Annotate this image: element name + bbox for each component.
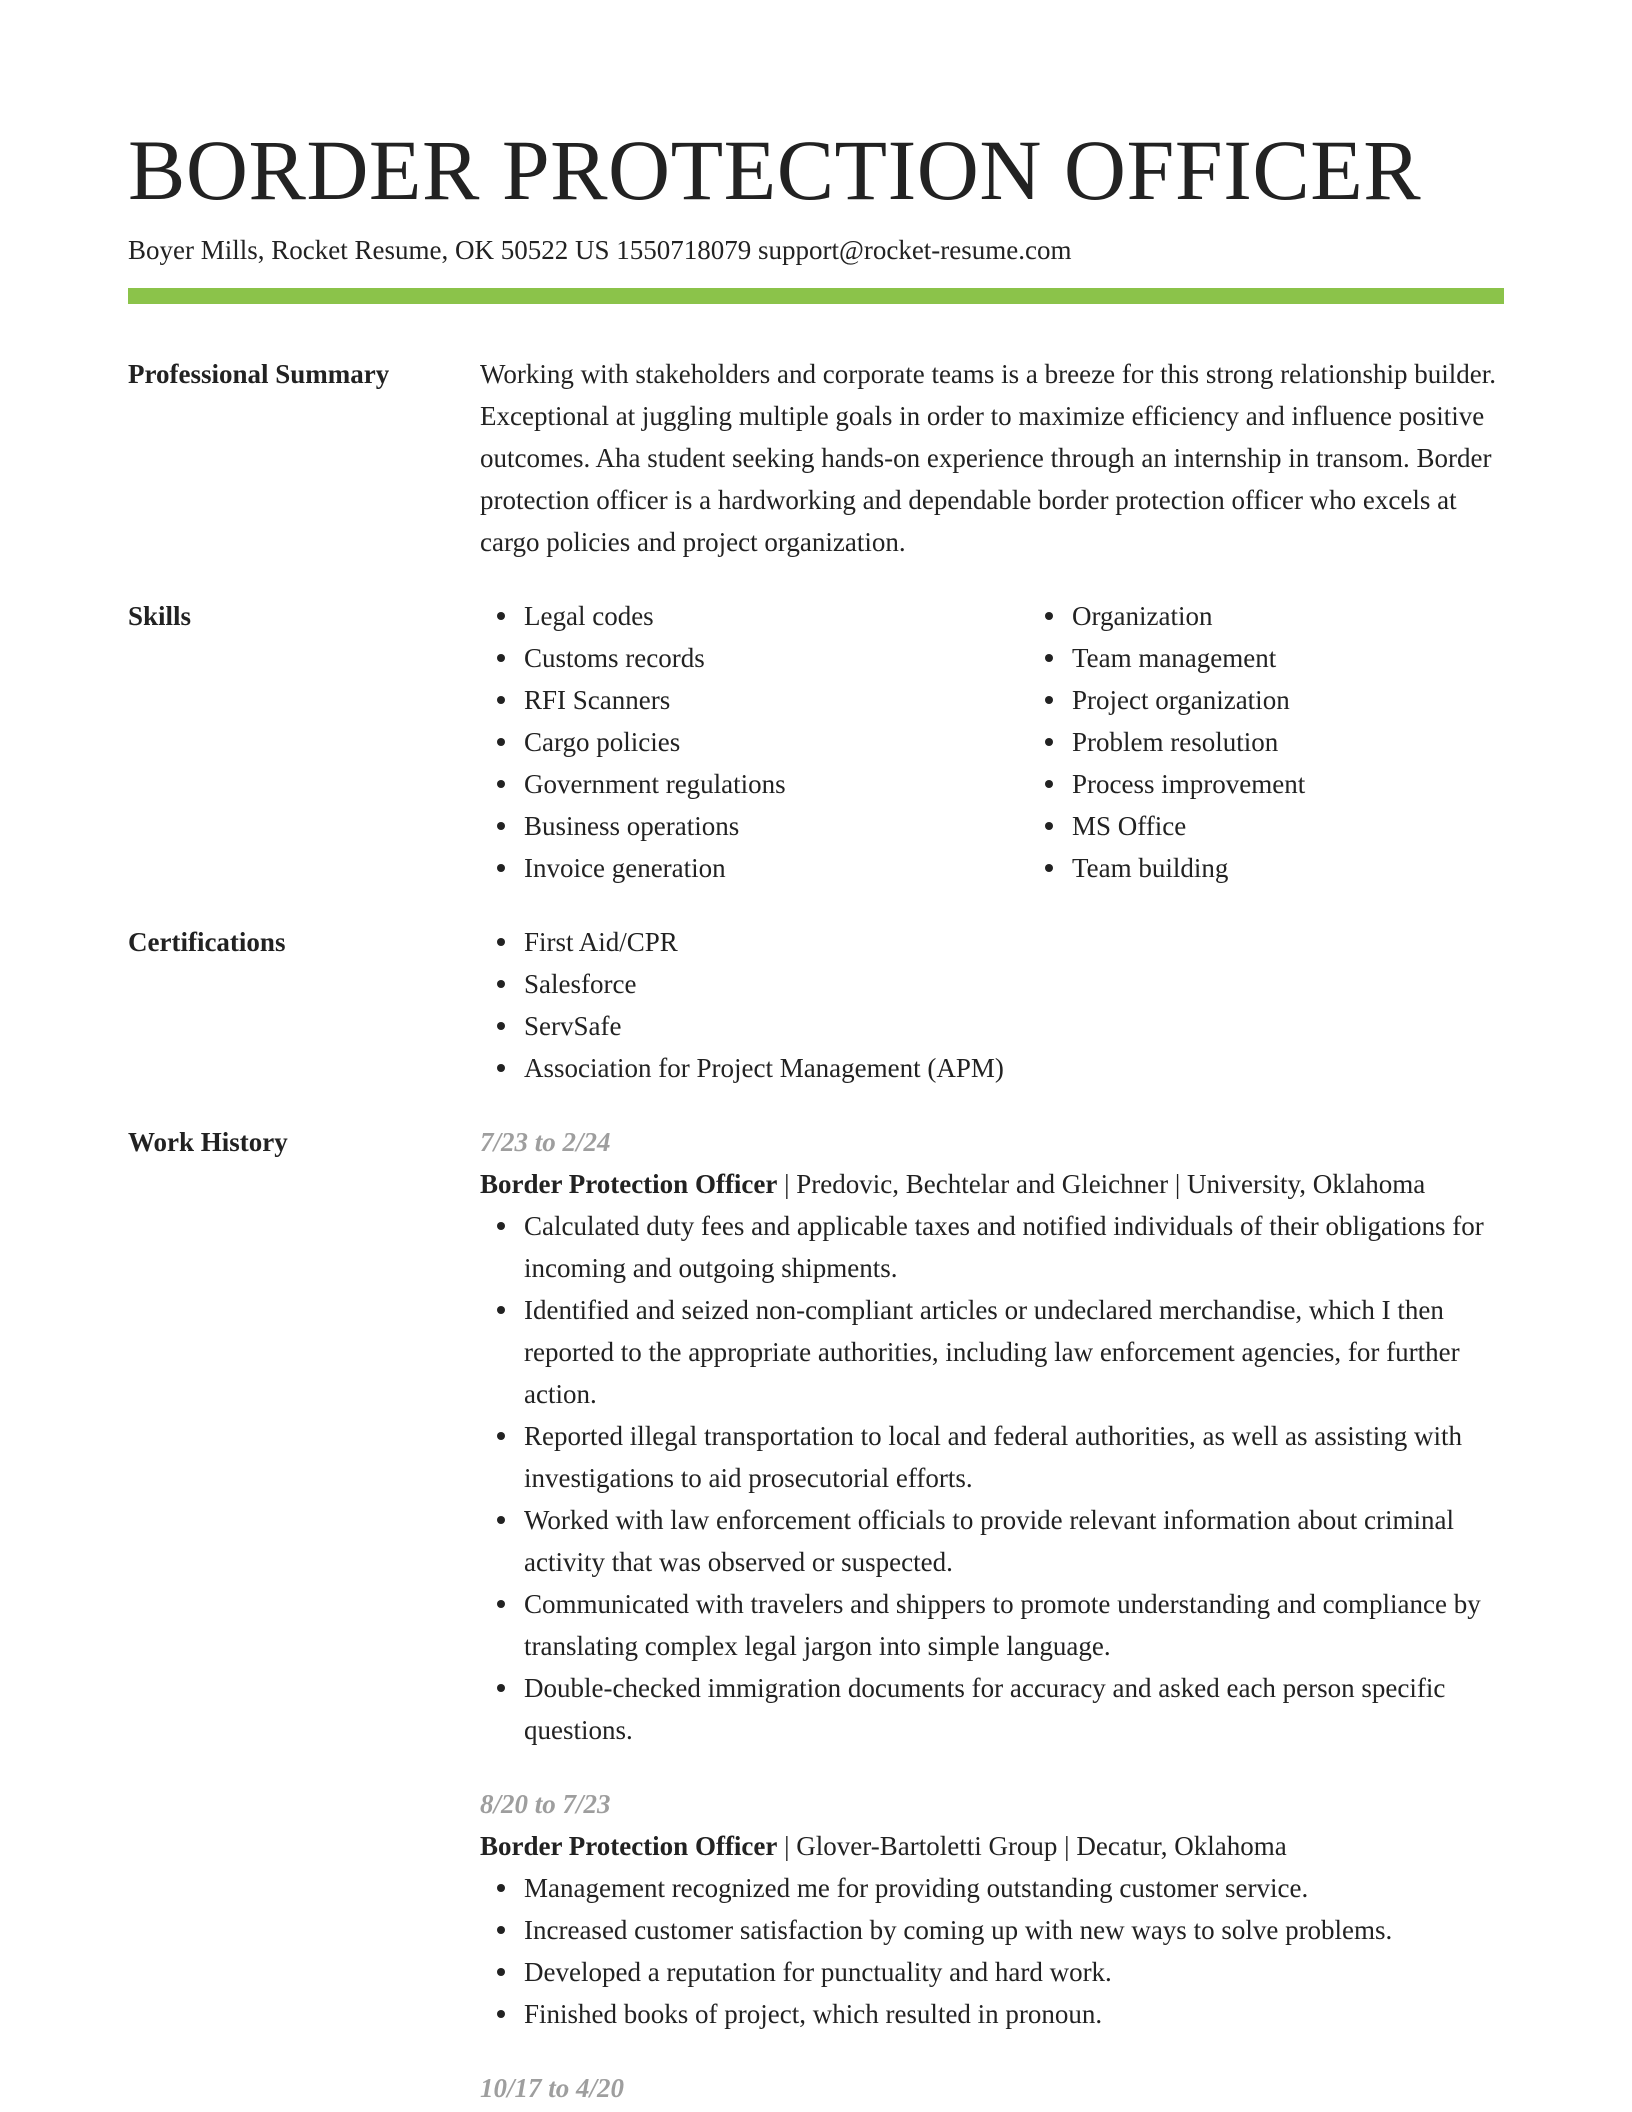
list-item bbox=[524, 1951, 1504, 1993]
bullet-icon bbox=[1045, 612, 1053, 620]
bullet-icon bbox=[497, 980, 505, 988]
list-item bbox=[1072, 805, 1532, 847]
list-item-text: Customs records bbox=[524, 643, 705, 673]
bullet-icon bbox=[497, 864, 505, 872]
list-item bbox=[524, 1993, 1504, 2035]
summary-section bbox=[128, 353, 1504, 563]
bullet-icon bbox=[497, 2010, 505, 2018]
list-item-text: Team building bbox=[1072, 853, 1229, 883]
bullet-icon bbox=[1045, 696, 1053, 704]
list-item bbox=[524, 1205, 1504, 1289]
bullet-icon bbox=[1045, 738, 1053, 746]
bullet-icon bbox=[497, 1222, 505, 1230]
list-item bbox=[1072, 679, 1532, 721]
job-bullets bbox=[480, 1205, 1504, 1751]
list-item bbox=[1072, 595, 1532, 637]
bullet-icon bbox=[497, 1022, 505, 1030]
work-history-body bbox=[480, 1121, 1504, 2109]
skills-heading: Skills bbox=[128, 601, 192, 631]
list-item-text: Salesforce bbox=[524, 969, 637, 999]
job-entry bbox=[480, 1121, 1504, 1751]
job-bullets bbox=[480, 1867, 1504, 2035]
list-item bbox=[1072, 637, 1532, 679]
certifications-section bbox=[128, 921, 1504, 1089]
list-item bbox=[524, 1415, 1504, 1499]
list-item-text: Calculated duty fees and applicable taxes and notified individuals of their obligations for incoming and outgoing shipments. bbox=[524, 1211, 1484, 1283]
header-divider bbox=[128, 288, 1504, 304]
bullet-icon bbox=[497, 1968, 505, 1976]
list-item-text: MS Office bbox=[1072, 811, 1187, 841]
bullet-icon bbox=[497, 612, 505, 620]
bullet-icon bbox=[497, 822, 505, 830]
job-header bbox=[480, 1163, 1504, 1205]
bullet-icon bbox=[497, 1432, 505, 1440]
list-item-text: Business operations bbox=[524, 811, 740, 841]
list-item-text: Increased customer satisfaction by coming up with new ways to solve problems. bbox=[524, 1915, 1393, 1945]
list-item-text: ServSafe bbox=[524, 1011, 622, 1041]
bullet-icon bbox=[497, 938, 505, 946]
list-item-text: Double-checked immigration documents for accuracy and asked each person specific questions. bbox=[524, 1673, 1446, 1745]
list-item bbox=[524, 921, 1504, 963]
list-item bbox=[524, 1289, 1504, 1415]
bullet-icon bbox=[497, 1306, 505, 1314]
list-item bbox=[524, 1005, 1504, 1047]
list-item-text: Developed a reputation for punctuality and hard work. bbox=[524, 1957, 1112, 1987]
list-item bbox=[524, 1499, 1504, 1583]
list-item-text: Project organization bbox=[1072, 685, 1290, 715]
list-item-text: Reported illegal transportation to local and federal authorities, as well as assisting with investigations to aid prosecutorial efforts. bbox=[524, 1421, 1462, 1493]
skills-columns bbox=[480, 595, 1532, 889]
summary-heading: Professional Summary bbox=[128, 359, 390, 389]
list-item-text: Team management bbox=[1072, 643, 1277, 673]
bullet-icon bbox=[497, 654, 505, 662]
list-item-text: Management recognized me for providing outstanding customer service. bbox=[524, 1873, 1309, 1903]
list-item bbox=[524, 847, 984, 889]
list-item-text: Invoice generation bbox=[524, 853, 726, 883]
list-item-text: Organization bbox=[1072, 601, 1213, 631]
skills-list-left bbox=[480, 595, 984, 889]
list-item bbox=[1072, 763, 1532, 805]
skills-list-right bbox=[1028, 595, 1532, 889]
job-dates: 10/17 to 4/20 bbox=[480, 2073, 625, 2103]
certifications-list bbox=[480, 921, 1504, 1089]
bullet-icon bbox=[497, 738, 505, 746]
list-item-text: First Aid/CPR bbox=[524, 927, 678, 957]
bullet-icon bbox=[497, 1884, 505, 1892]
bullet-icon bbox=[497, 1926, 505, 1934]
bullet-icon bbox=[497, 1684, 505, 1692]
list-item-text: RFI Scanners bbox=[524, 685, 671, 715]
list-item bbox=[524, 679, 984, 721]
list-item bbox=[524, 963, 1504, 1005]
job-employer-location: | Predovic, Bechtelar and Gleichner | University, Oklahoma bbox=[777, 1169, 1426, 1199]
resume-page bbox=[128, 0, 1504, 2109]
bullet-icon bbox=[497, 1516, 505, 1524]
certifications-body bbox=[480, 921, 1504, 1089]
list-item bbox=[524, 1867, 1504, 1909]
list-item-text: Communicated with travelers and shippers to promote understanding and compliance by translating complex legal jargon into simple language. bbox=[524, 1589, 1481, 1661]
bullet-icon bbox=[1045, 654, 1053, 662]
list-item-text: Process improvement bbox=[1072, 769, 1306, 799]
bullet-icon bbox=[1045, 864, 1053, 872]
list-item-text: Government regulations bbox=[524, 769, 786, 799]
list-item-text: Legal codes bbox=[524, 601, 654, 631]
summary-text: Working with stakeholders and corporate teams is a breeze for this strong relationship builder. Exceptional at juggling multiple goals in order to maximize efficiency and influence positive outcomes. Aha student seeking hands-on experience through an internship in transom. Border protection officer is a hardworking and dependable border protection officer who excels at cargo policies and project organization. bbox=[480, 359, 1497, 557]
contact-info: Boyer Mills, Rocket Resume, OK 50522 US 1550718079 support@rocket-resume.com bbox=[128, 235, 1072, 265]
list-item bbox=[524, 1909, 1504, 1951]
bullet-icon bbox=[497, 780, 505, 788]
job-entry bbox=[480, 1783, 1504, 2035]
list-item-text: Worked with law enforcement officials to provide relevant information about criminal activity that was observed or suspected. bbox=[524, 1505, 1455, 1577]
list-item-text: Identified and seized non-compliant articles or undeclared merchandise, which I then reported to the appropriate authorities, including law enforcement agencies, for further action. bbox=[524, 1295, 1460, 1409]
list-item bbox=[524, 595, 984, 637]
skills-section bbox=[128, 595, 1504, 889]
list-item-text: Finished books of project, which resulted in pronoun. bbox=[524, 1999, 1103, 2029]
skills-body bbox=[480, 595, 1532, 889]
list-item bbox=[524, 637, 984, 679]
list-item-text: Cargo policies bbox=[524, 727, 681, 757]
job-employer-location: | Glover-Bartoletti Group | Decatur, Oklahoma bbox=[777, 1831, 1287, 1861]
job-header bbox=[480, 1825, 1504, 1867]
list-item-text: Association for Project Management (APM) bbox=[524, 1053, 1004, 1083]
job-title: Border Protection Officer bbox=[480, 1169, 778, 1199]
certifications-heading: Certifications bbox=[128, 927, 286, 957]
page-title: BORDER PROTECTION OFFICER bbox=[128, 122, 1422, 218]
job-dates: 7/23 to 2/24 bbox=[480, 1127, 611, 1157]
job-dates: 8/20 to 7/23 bbox=[480, 1789, 611, 1819]
job-entry bbox=[480, 2067, 1504, 2109]
list-item bbox=[524, 721, 984, 763]
list-item bbox=[1072, 721, 1532, 763]
work-history-heading: Work History bbox=[128, 1127, 288, 1157]
bullet-icon bbox=[1045, 780, 1053, 788]
bullet-icon bbox=[497, 696, 505, 704]
bullet-icon bbox=[497, 1600, 505, 1608]
list-item bbox=[524, 763, 984, 805]
bullet-icon bbox=[1045, 822, 1053, 830]
list-item bbox=[524, 1047, 1504, 1089]
work-history-section bbox=[128, 1121, 1504, 2109]
list-item bbox=[524, 1583, 1504, 1667]
bullet-icon bbox=[497, 1064, 505, 1072]
list-item bbox=[524, 805, 984, 847]
list-item bbox=[1072, 847, 1532, 889]
list-item bbox=[524, 1667, 1504, 1751]
job-title: Border Protection Officer bbox=[480, 1831, 778, 1861]
list-item-text: Problem resolution bbox=[1072, 727, 1279, 757]
